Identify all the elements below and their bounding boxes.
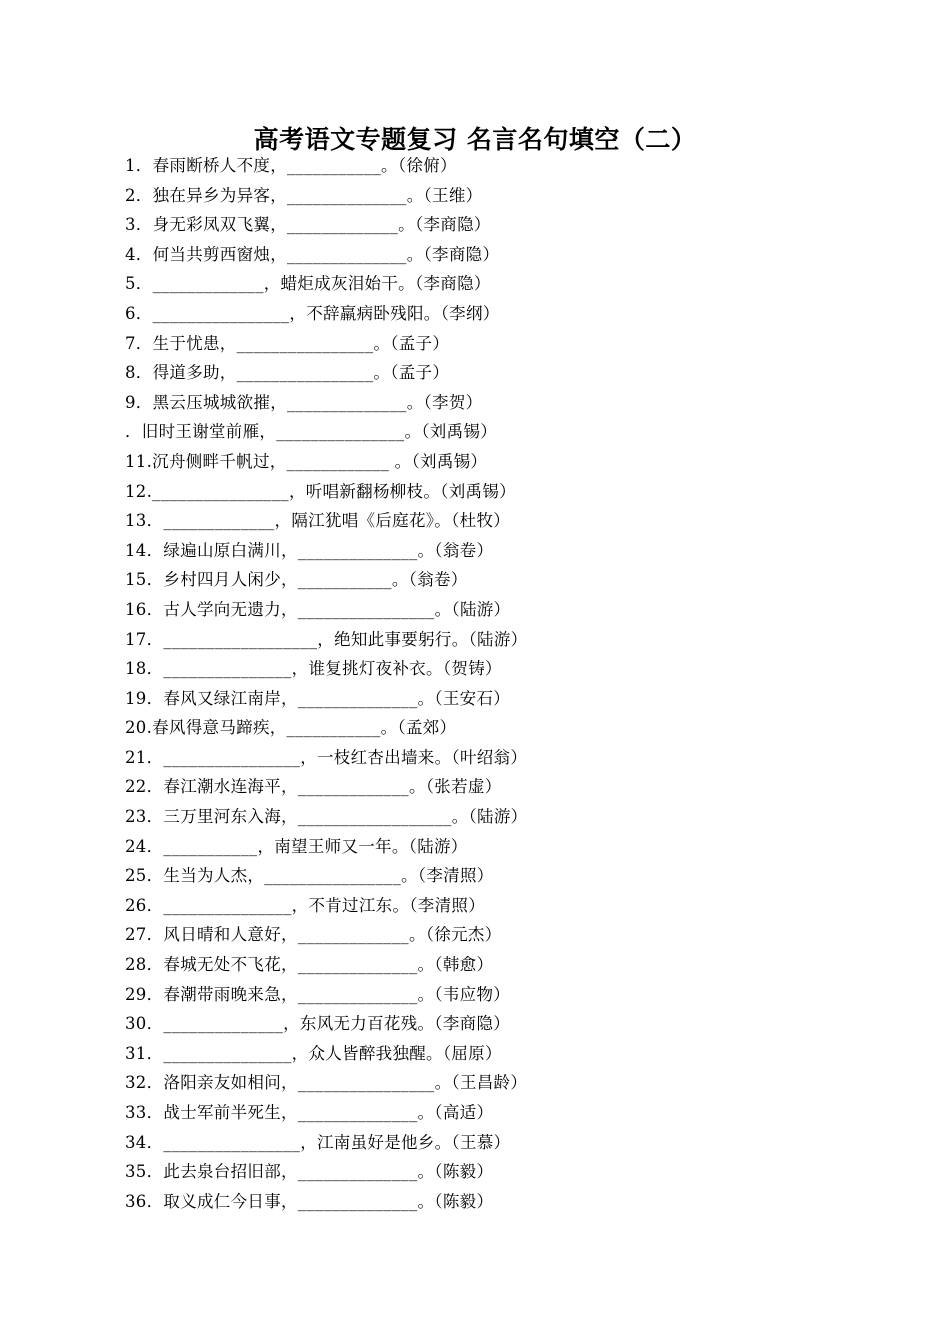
- question-line: 29．春潮带雨晚来急，______________。（韦应物）: [125, 984, 511, 1004]
- question-line: 8．得道多助，________________。（孟子）: [125, 363, 450, 383]
- question-line: 30．______________，东风无力百花残。（李商隐）: [125, 1014, 511, 1034]
- question-line: 28．春城无处不飞花，______________。（韩愈）: [125, 955, 494, 975]
- question-line: 22．春江潮水连海平，_____________。（张若虚）: [125, 777, 502, 797]
- question-line: 7．生于忧患，________________。（孟子）: [125, 333, 450, 353]
- question-line: 3．身无彩凤双飞翼，_____________。（李商隐）: [125, 215, 491, 235]
- question-line: 20.春风得意马蹄疾，___________。（孟郊）: [125, 718, 457, 738]
- question-line: 21．________________，一枝红杏出墙来。（叶绍翁）: [125, 747, 528, 767]
- question-line: 17．__________________，绝知此事要躬行。（陆游）: [125, 629, 528, 649]
- question-list: [125, 151, 825, 1216]
- question-line: 5．_____________，蜡炬成灰泪始干。（李商隐）: [125, 274, 491, 294]
- question-line: 36．取义成仁今日事，______________。（陈毅）: [125, 1191, 494, 1211]
- question-line: 18．_______________，谁复挑灯夜补衣。（贺铸）: [125, 659, 502, 679]
- question-line: 31．_______________，众人皆醉我独醒。（屈原）: [125, 1043, 502, 1063]
- question-line: 2．独在异乡为异客，______________。（王维）: [125, 185, 483, 205]
- question-line: 9．黑云压城城欲摧，______________。（李贺）: [125, 392, 483, 412]
- question-line: 13．_____________，隔江犹唱《后庭花》。（杜牧）: [125, 511, 511, 531]
- question-line: 24．___________，南望王师又一年。（陆游）: [125, 836, 468, 856]
- question-line: 32．洛阳亲友如相问，________________。（王昌龄）: [125, 1073, 528, 1093]
- question-line: 23．三万里河东入海，__________________。（陆游）: [125, 807, 528, 827]
- question-line: 6．________________，不辞羸病卧残阳。（李纲）: [125, 303, 500, 323]
- question-line: 11.沉舟侧畔千帆过，____________ 。（刘禹锡）: [125, 451, 488, 471]
- question-line: 27．风日晴和人意好，_____________。（徐元杰）: [125, 925, 502, 945]
- question-line: 35．此去泉台招旧部，______________。（陈毅）: [125, 1162, 494, 1182]
- question-line: ．旧时王谢堂前雁，_______________。（刘禹锡）: [125, 422, 497, 442]
- question-line: 19．春风又绿江南岸，______________。（王安石）: [125, 688, 511, 708]
- question-line: 25．生当为人杰，________________。（李清照）: [125, 866, 494, 886]
- question-line: 34．________________，江南虽好是他乡。（王慕）: [125, 1132, 511, 1152]
- question-line: 15．乡村四月人闲少，___________。（翁卷）: [125, 570, 468, 590]
- question-line: 26．_______________，不肯过江东。（李清照）: [125, 895, 485, 915]
- question-line: 16．古人学向无遗力，________________。（陆游）: [125, 599, 511, 619]
- question-line: 33．战士军前半死生，______________。（高适）: [125, 1103, 494, 1122]
- question-line: 14．绿遍山原白满川，______________。（翁卷）: [125, 540, 494, 560]
- question-line: 4．何当共剪西窗烛，______________。（李商隐）: [125, 244, 500, 264]
- page-title: 高考语文专题复习 名言名句填空（二）: [253, 125, 697, 154]
- question-line: 12.________________，听唱新翻杨柳枝。（刘禹锡）: [125, 481, 516, 501]
- question-line: 1．春雨断桥人不度，___________。（徐俯）: [125, 156, 457, 175]
